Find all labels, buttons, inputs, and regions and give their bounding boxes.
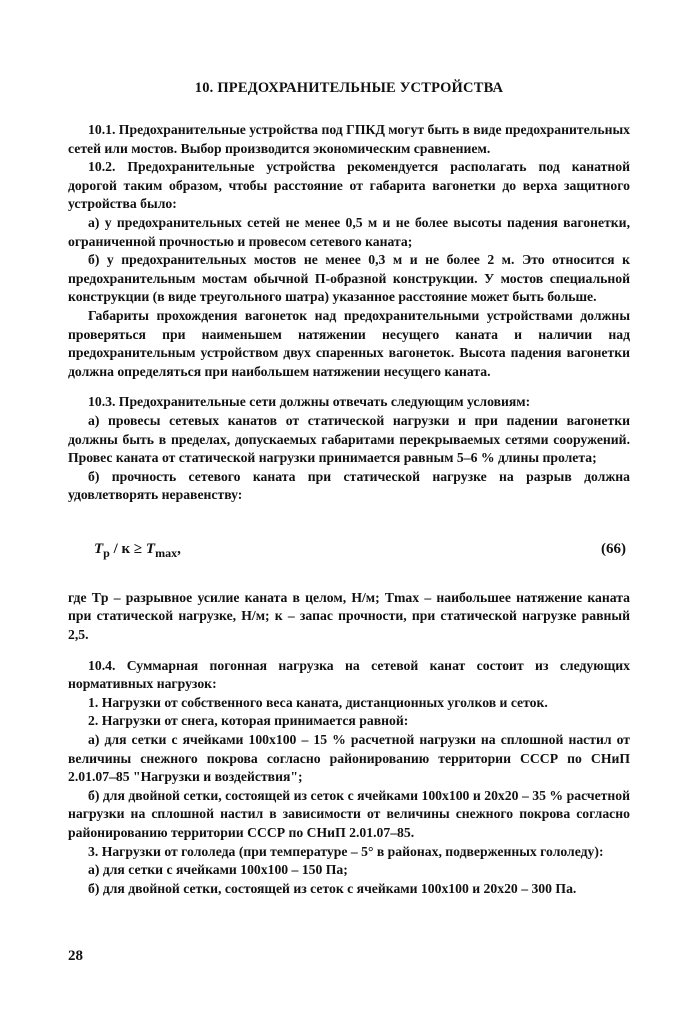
paragraph-10-2-b: б) у предохранительных мостов не менее 0,3 м и не более 2 м. Это относится к предохранительным мостам обычной П-образной конструкции. У мостов специальной конструкции (в виде треугольного шатра) указанное расстояние может быть больше.: [68, 252, 630, 305]
paragraph-10-4-3: 3. Нагрузки от гололеда (при температуре – 5° в районах, подверженных гололеду):: [88, 843, 604, 859]
page-number: 28: [68, 948, 83, 964]
paragraph-10-2: 10.2. Предохранительные устройства рекомендуется располагать под канатной дорогой таким образом, чтобы расстояние от габарита вагонетки до верха защитного устройства было:: [68, 159, 630, 212]
paragraph-10-3: 10.3. Предохранительные сети должны отвечать следующим условиям:: [88, 394, 531, 410]
paragraph-10-4-3-a: а) для сетки с ячейками 100х100 – 150 Па;: [88, 862, 348, 878]
paragraph-10-4-3-b: б) для двойной сетки, состоящей из сеток с ячейками 100х100 и 20х20 – 300 Па.: [88, 880, 577, 896]
paragraph-10-4-2-a: а) для сетки с ячейками 100х100 – 15 % расчетной нагрузки на сплошной настил от величины снежного покрова согласно районированию территории СССР по СНиП 2.01.07–85 "Нагрузки и воздействия";: [68, 732, 630, 785]
document-page: [68, 80, 630, 898]
paragraph-10-4-1: 1. Нагрузки от собственного веса каната, дистанционных уголков и сеток.: [88, 694, 548, 710]
paragraph-10-3-a: а) провесы сетевых канатов от статической нагрузки и при падении вагонетки должны быть в пределах, допускаемых габаритами перекрываемых сетями сооружений. Провес каната от статической нагрузки принимается равным 5–6 % длины пролета;: [68, 412, 630, 466]
paragraph-10-4-2: 2. Нагрузки от снега, которая принимается равной:: [88, 713, 409, 729]
paragraph-10-1: 10.1. Предохранительные устройства под ГПКД могут быть в виде предохранительных сетей или мостов. Выбор производится экономическим сравнением.: [68, 122, 630, 156]
formula-66: [68, 539, 630, 567]
section-title: 10. ПРЕДОХРАНИТЕЛЬНЫЕ УСТРОЙСТВА: [194, 80, 504, 96]
paragraph-10-3-b: б) прочность сетевого каната при статической нагрузке на разрыв должна удовлетворять неравенству:: [68, 468, 630, 503]
paragraph-clearance: Габариты прохождения вагонеток над предохранительными устройствами должны проверяться при наименьшем натяжении несущего каната и наличии над предохранительным устройством двух спаренных вагонеток. Высота падения вагонетки должна определяться при наибольшем натяжении несущего каната.: [68, 307, 630, 379]
formula-number: (66): [601, 540, 626, 557]
paragraph-10-4: 10.4. Суммарная погонная нагрузка на сетевой канат состоит из следующих нормативных нагрузок:: [68, 657, 630, 692]
paragraph-10-2-a: а) у предохранительных сетей не менее 0,5 м и не более высоты падения вагонетки, ограниченной прочностью и провесом сетевого каната;: [68, 214, 630, 249]
paragraph-10-4-2-b: б) для двойной сетки, состоящей из сеток с ячейками 100х100 и 20х20 – 35 % расчетной нагрузки на сплошной настил в зависимости от величины снежного покрова согласно районированию территории СССР по СНиП 2.01.07–85.: [68, 787, 630, 840]
formula-expression: $T_р / к \ge T_{max}$,: [94, 540, 181, 560]
paragraph-where: где Tр – разрывное усилие каната в целом, Н/м; Tmax – наибольшее натяжение каната при статической нагрузке, Н/м; к – запас прочности, при статической нагрузке равный 2,5.: [68, 589, 630, 643]
